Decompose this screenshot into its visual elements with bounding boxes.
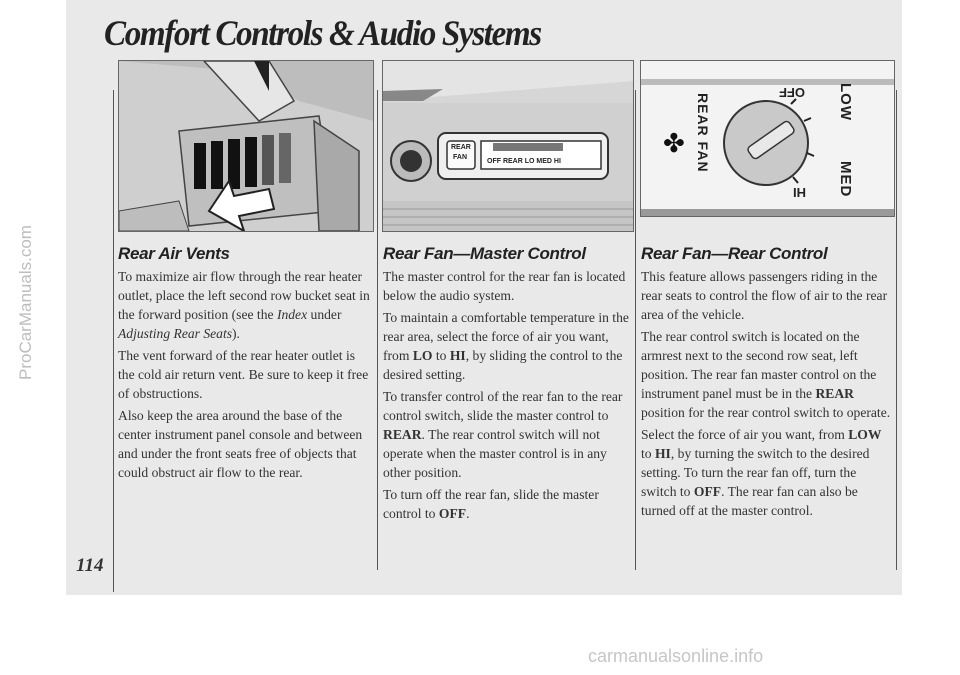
rear-air-vents-paragraph-3: Also keep the area around the base of the center instrument panel console and between and under the front seats free of objects that could obstruct air flow to the rear. <box>118 408 363 480</box>
master-control-heading: Rear Fan—Master Control <box>383 244 586 263</box>
page-number: 114 <box>76 555 104 576</box>
rear-control-paragraph-3: Select the force of air you want, from LOW to HI, by turning the switch to the desired setting. To turn the rear fan off, turn the switch to OFF. The rear fan can also be turned off at the master control. <box>641 427 882 518</box>
master-control-paragraph-1: The master control for the rear fan is located below the audio system. <box>383 269 626 303</box>
page-title: Comfort Controls & Audio Systems <box>104 13 541 53</box>
knob-med-label: MED <box>837 161 854 198</box>
slider-position-labels: OFF REAR LO MED HI <box>487 158 561 165</box>
rear-air-vents-figure <box>118 60 374 232</box>
column-divider-2 <box>635 90 636 570</box>
right-margin-rule <box>896 90 897 570</box>
left-margin-rule <box>113 90 114 592</box>
rear-air-vents-paragraph-1: To maximize air flow through the rear heater outlet, place the left second row bucket seat in the forward position (see the Index under Adjusting Rear Seats). <box>118 269 370 341</box>
knob-hi-label: HI <box>793 185 806 200</box>
master-control-figure <box>382 60 634 232</box>
rear-vent-illustration <box>119 61 373 231</box>
master-control-paragraph-4: To turn off the rear fan, slide the master control to OFF. <box>383 487 599 521</box>
rear-fan-button-label-1: REAR <box>451 144 471 151</box>
column-divider-1 <box>377 90 378 570</box>
side-watermark: ProCarManuals.com <box>16 225 35 380</box>
rear-air-vents-paragraph-2: The vent forward of the rear heater outlet is the cold air return vent. Be sure to keep it free of obstructions. <box>118 348 369 401</box>
rear-control-paragraph-1: This feature allows passengers riding in the rear seats to control the flow of air to the rear area of the vehicle. <box>641 269 888 322</box>
rear-fan-label: REAR FAN <box>695 93 711 173</box>
master-control-paragraph-2: To maintain a comfortable temperature in the rear area, select the force of air you want, from LO to HI, by sliding the control to the desired setting. <box>383 310 629 382</box>
master-control-illustration <box>383 61 633 231</box>
rear-control-heading: Rear Fan—Rear Control <box>641 244 828 263</box>
rear-air-vents-heading: Rear Air Vents <box>118 244 230 263</box>
rear-control-paragraph-2: The rear control switch is located on the armrest next to the second row seat, left position. The rear fan master control on the instrument panel must be in the REAR position for the rear control switch to operate. <box>641 329 891 420</box>
bottom-watermark: carmanualsonline.info <box>588 646 764 666</box>
rear-air-vents-body <box>118 267 372 485</box>
fan-icon: ✤ <box>663 129 685 158</box>
knob-low-label: LOW <box>837 83 854 121</box>
master-control-paragraph-3: To transfer control of the rear fan to the rear control switch, slide the master control to REAR. The rear control switch will not operate when the master control is in any other position. <box>383 389 623 480</box>
rear-control-figure <box>640 60 895 217</box>
master-control-body <box>383 267 633 526</box>
rear-control-body <box>641 267 893 523</box>
knob-off-label: OFF <box>779 85 805 100</box>
rear-fan-button-label-2: FAN <box>453 154 467 161</box>
